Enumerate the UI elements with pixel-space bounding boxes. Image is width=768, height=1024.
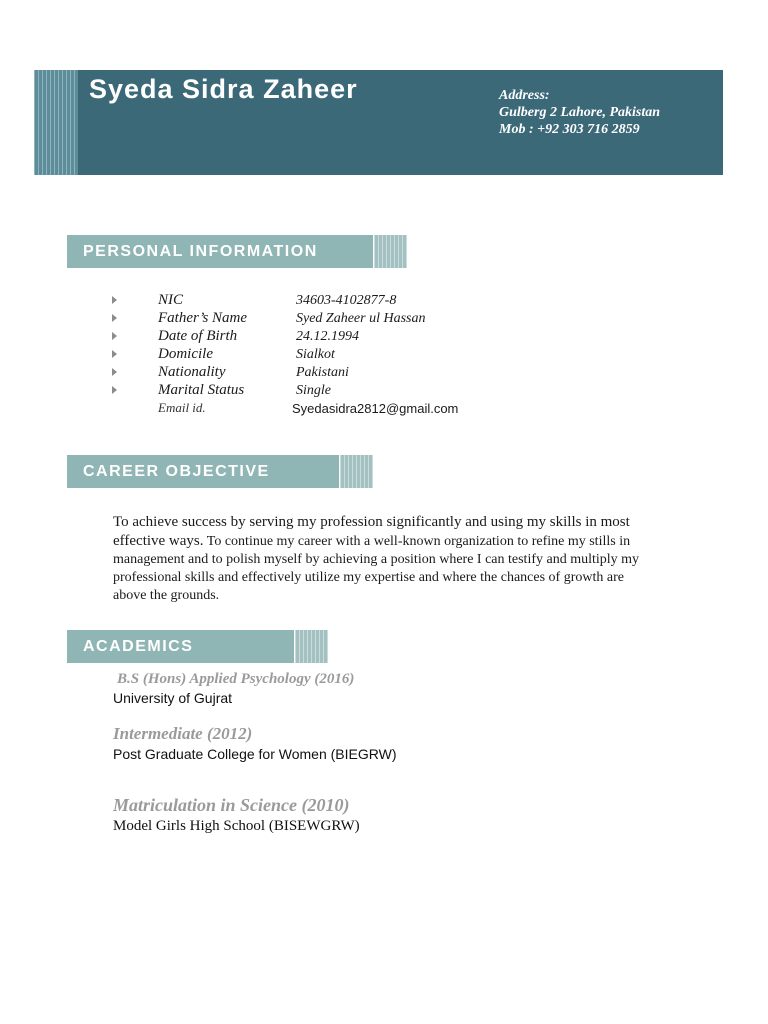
- candidate-name: Syeda Sidra Zaheer: [89, 74, 358, 104]
- info-value: Syed Zaheer ul Hassan: [296, 311, 426, 326]
- info-value: Sialkot: [296, 347, 335, 362]
- section-heading-academics: [67, 630, 328, 663]
- section-heading-label: CAREER OBJECTIVE: [83, 463, 270, 480]
- info-label: Email id.: [158, 400, 206, 415]
- degree-title: Intermediate (2012): [113, 724, 253, 743]
- degree-title: B.S (Hons) Applied Psychology (2016): [117, 671, 355, 687]
- info-label: Nationality: [158, 364, 226, 380]
- info-label: NIC: [158, 292, 184, 308]
- email-address[interactable]: Syedasidra2812@gmail.com: [292, 401, 459, 416]
- section-heading-label: PERSONAL INFORMATION: [83, 243, 318, 260]
- triangle-bullet-icon: [112, 368, 117, 376]
- section-stripe-decoration: [339, 455, 373, 488]
- objective-lead: To achieve success by serving my profession significantly and using my skills in most effective ways.: [113, 514, 630, 549]
- objective-body: To continue my career with a well-known organization to refine my stills in management and to polish myself by achieving a position where I can testify and multiply my professional skills and effectively utilize my expertise and where the chances of growth are above the grounds.: [113, 534, 640, 603]
- section-heading-personal: [67, 235, 407, 268]
- info-value: Single: [296, 383, 331, 398]
- info-label: Domicile: [158, 346, 213, 362]
- section-stripe-decoration: [373, 235, 407, 268]
- address-text: Gulberg 2 Lahore, Pakistan: [499, 105, 661, 120]
- info-label: Father’s Name: [158, 310, 248, 326]
- triangle-bullet-icon: [112, 386, 117, 394]
- header-band: [34, 70, 723, 175]
- degree-title: Matriculation in Science (2010): [113, 795, 350, 815]
- info-value: 34603-4102877-8: [296, 293, 397, 308]
- triangle-bullet-icon: [112, 332, 117, 340]
- header-stripe-decoration: [34, 70, 78, 175]
- triangle-bullet-icon: [112, 296, 117, 304]
- mobile-text: Mob : +92 303 716 2859: [499, 122, 640, 137]
- info-label: Marital Status: [158, 382, 245, 398]
- degree-institution: Model Girls High School (BISEWGRW): [113, 818, 360, 834]
- triangle-bullet-icon: [112, 350, 117, 358]
- section-stripe-decoration: [294, 630, 328, 663]
- section-heading-objective: [67, 455, 373, 488]
- info-value: Pakistani: [296, 365, 349, 380]
- career-objective-text: [113, 513, 643, 605]
- section-heading-label: ACADEMICS: [83, 638, 194, 655]
- contact-block: [499, 87, 660, 138]
- address-label: Address:: [499, 88, 550, 103]
- degree-institution: University of Gujrat: [113, 690, 233, 706]
- degree-institution: Post Graduate College for Women (BIEGRW): [113, 746, 397, 762]
- info-label: Date of Birth: [158, 328, 238, 344]
- triangle-bullet-icon: [112, 314, 117, 322]
- info-value: 24.12.1994: [296, 329, 359, 344]
